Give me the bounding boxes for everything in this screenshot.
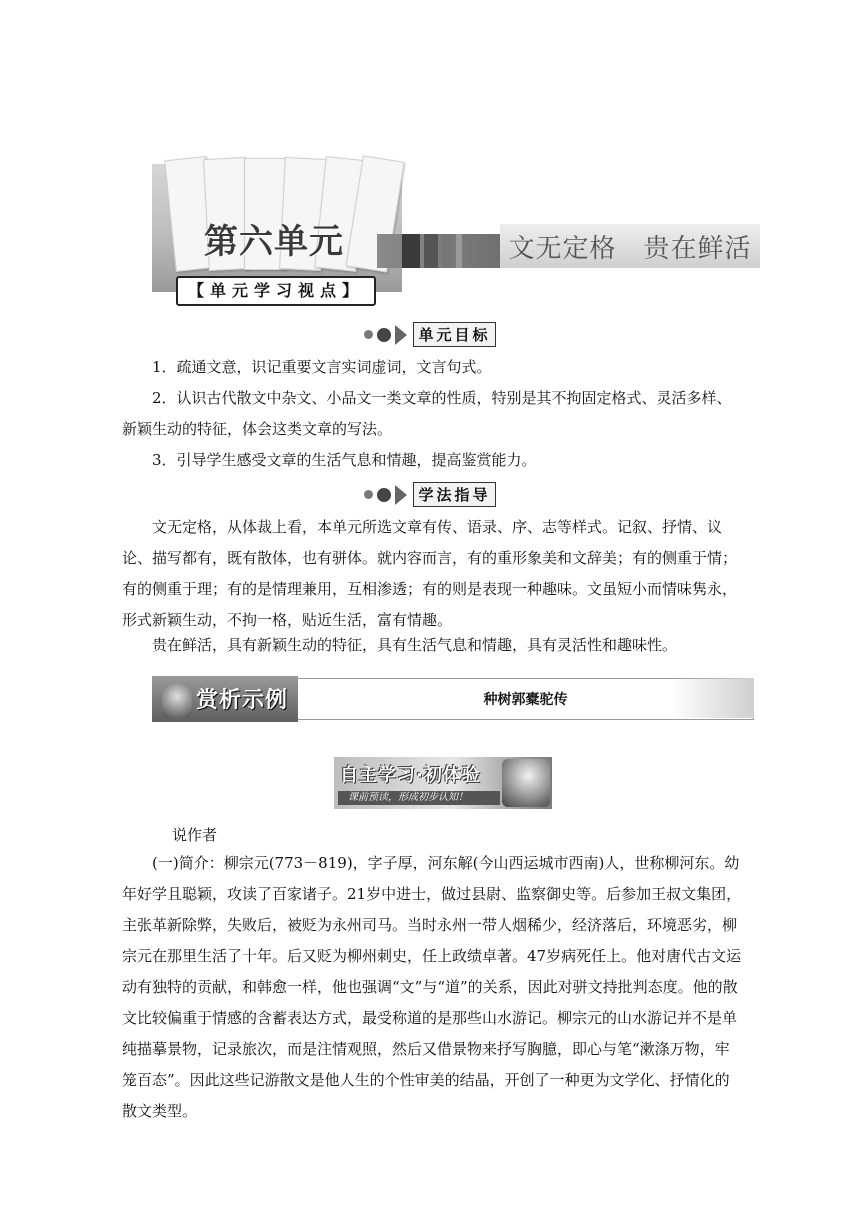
banner-stripe-blocks (402, 234, 512, 268)
arrow-icon (395, 325, 407, 345)
author-heading: 说作者 (172, 826, 218, 844)
dot-icon (364, 330, 373, 339)
unit-study-view-tag: 【单元学习视点】 (176, 276, 376, 306)
self-study-banner (334, 757, 552, 809)
author-intro: (一)简介：柳宗元(773－819)，字子厚，河东解(今山西运城市西南)人，世称柳河东。幼年好学且聪颖，攻读了百家诸子。21岁中进士，做过县尉、监察御史等。后参加王叔文集团，主张革新除弊，失败后，被贬为永州司马。当时永州一带人烟稀少，经济落后，环境恶劣，柳宗元在那里生活了十年。后又贬为柳州刺史，任上政绩卓著。47岁病死任上。他对唐代古文运动有独特的贡献，和韩愈一样，他也强调“文”与“道”的关系，因此对骈文持批判态度。他的散文比较偏重于情感的含蓄表达方式，最受称道的是那些山水游记。柳宗元的山水游记并不是单纯描摹景物，记录旅次，而是注情观照，然后又借景物来抒写胸臆，即心与笔“漱涤万物，牢笼百态”。因此这些记游散文是他人生的个性审美的结晶，开创了一种更为文学化、抒情化的散文类型。 (122, 854, 742, 1120)
guide-paragraph: 文无定格，从体裁上看，本单元所选文章有传、语录、序、志等样式。记叙、抒情、议论、描写都有，既有散体，也有骈体。就内容而言，有的重形象美和文辞美；有的侧重于情；有的侧重于理；有的是情理兼用，互相渗透；有的则是表现一种趣味。文虽短小而情味隽永，形式新颖生动，不拘一格，贴近生活，富有情趣。 (122, 518, 738, 629)
unit-banner (152, 158, 760, 306)
dot-icon (364, 490, 373, 499)
guide-heading (0, 482, 860, 508)
example-bar (152, 676, 755, 722)
goal-item: 3．引导学生感受文章的生活气息和情趣，提高鉴赏能力。 (152, 451, 537, 469)
unit-motto: 文无定格 贵在鲜活 (508, 234, 752, 264)
arrow-icon (395, 485, 407, 505)
guide-heading-label: 学法指导 (413, 482, 495, 507)
goals-heading-label: 单元目标 (413, 322, 495, 347)
dot-icon (377, 328, 391, 342)
goals-heading (0, 322, 860, 348)
guide-paragraph: 贵在鲜活，具有新颖生动的特征，具有生活气息和情趣，具有灵活性和趣味性。 (152, 636, 678, 654)
self-study-subtitle: 课前预读，形成初步认知！ (348, 792, 468, 803)
unit-title: 第六单元 (204, 222, 344, 262)
self-study-title: 自主学习·初体验 (340, 765, 481, 786)
student-figure-icon (502, 759, 550, 807)
stone-lion-icon (162, 682, 192, 718)
goal-item: 1．疏通文意，识记重要文言实词虚词，文言句式。 (152, 358, 492, 376)
example-title: 种树郭橐驼传 (483, 692, 568, 708)
example-badge-label: 赏析示例 (196, 688, 289, 713)
dot-icon (377, 488, 391, 502)
goal-item: 2．认识古代散文中杂文、小品文一类文章的性质，特别是其不拘固定格式、灵活多样、新颖生动的特征，体会这类文章的写法。 (122, 389, 732, 438)
